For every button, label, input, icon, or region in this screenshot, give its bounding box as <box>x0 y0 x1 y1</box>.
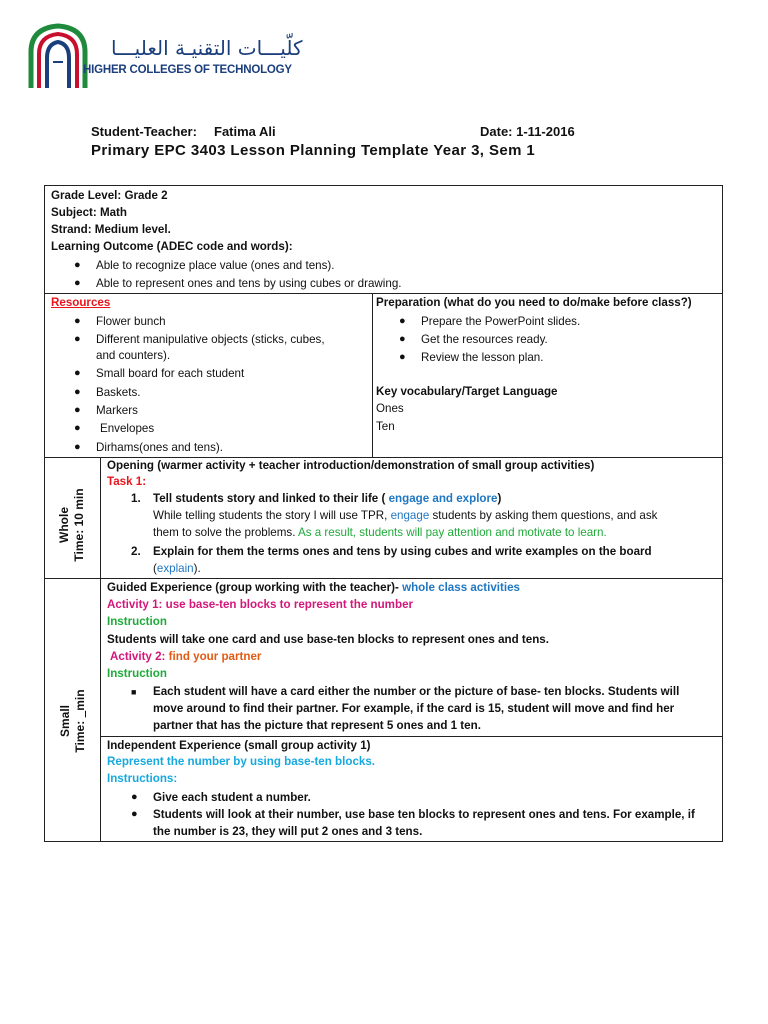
activity-2-title: find your partner <box>168 650 262 663</box>
instruction-text: Students will take one card and use base-ten blocks to represent ones and tens. <box>107 633 549 646</box>
preparation-item: Review the lesson plan. <box>421 351 544 364</box>
activity-2-line: move around to find their partner. For example, if the card is 15, student will move and find her <box>153 702 675 715</box>
activity-1: Activity 1: use base-ten blocks to represent the number <box>107 598 414 611</box>
activity-2-label: Activity 2: <box>110 650 166 663</box>
independent-heading: Independent Experience (small group activity 1) <box>107 739 371 752</box>
outcome-item: Able to represent ones and tens by using cubes or drawing. <box>96 277 402 290</box>
preparation-item: Get the resources ready. <box>421 333 548 346</box>
step-1-line-2 <box>153 507 657 525</box>
resource-item: and counters). <box>96 349 171 362</box>
resource-item: Different manipulative objects (sticks, cubes, <box>96 333 325 346</box>
bullet-icon: ● <box>399 315 406 327</box>
guided-heading-text: Guided Experience (group working with the teacher)- <box>107 581 399 594</box>
small-label: Small <box>58 705 72 738</box>
engage-explore-tag: engage and explore <box>388 492 498 505</box>
step-number: 2. <box>131 545 141 558</box>
resource-item: Flower bunch <box>96 315 166 328</box>
logo-english-text: HIGHER COLLEGES OF TECHNOLOGY <box>83 64 292 76</box>
step-1-line-3-a: them to solve the problems. <box>153 526 296 539</box>
instruction-label: Instruction <box>107 615 167 628</box>
preparation-item: Prepare the PowerPoint slides. <box>421 315 581 328</box>
bullet-icon: ● <box>74 367 81 379</box>
step-1 <box>153 490 501 508</box>
subject: Subject: Math <box>51 206 128 219</box>
instruction-label: Instruction <box>107 667 167 680</box>
lesson-date: Date: 1-11-2016 <box>480 124 575 139</box>
vocabulary-item: Ones <box>376 402 404 415</box>
bullet-icon: ● <box>399 333 406 345</box>
bullet-icon: ● <box>74 333 81 345</box>
engage-tag: engage <box>390 509 430 522</box>
explain-tag: explain <box>156 562 194 575</box>
resource-item: Envelopes <box>100 422 155 435</box>
step-2-text: Explain for them the terms ones and tens by using cubes and write examples on the board <box>153 545 652 558</box>
vocabulary-item: Ten <box>376 420 395 433</box>
resource-item: Markers <box>96 404 138 417</box>
independent-item: Give each student a number. <box>153 791 311 804</box>
logo-arabic-text: كلّيـــات التقنيـة العليـــا <box>111 36 303 60</box>
strand: Strand: Medium level. <box>51 223 171 236</box>
vocabulary-heading: Key vocabulary/Target Language <box>376 385 558 398</box>
step-1-text: Tell students story and linked to their life ( <box>153 492 386 505</box>
bullet-icon: ● <box>131 808 138 820</box>
instructions-label: Instructions: <box>107 772 178 785</box>
resource-item: Small board for each student <box>96 367 245 380</box>
independent-subheading: Represent the number by using base-ten blocks. <box>107 755 376 768</box>
outcome-item: Able to recognize place value (ones and tens). <box>96 259 335 272</box>
page-title: Primary EPC 3403 Lesson Planning Template Year 3, Sem 1 <box>91 142 536 159</box>
preparation-heading: Preparation (what do you need to do/make before class?) <box>376 296 692 309</box>
step-number: 1. <box>131 492 141 505</box>
bullet-icon: ● <box>74 441 81 453</box>
activity-2-line: Each student will have a card either the number or the picture of base- ten blocks. Students will <box>153 685 680 698</box>
resources-heading: Resources <box>51 296 111 309</box>
grade-level: Grade Level: Grade 2 <box>51 189 168 202</box>
hct-emblem-icon <box>27 22 89 90</box>
step-2-line-2 <box>153 560 201 578</box>
bullet-icon: ● <box>74 422 81 434</box>
step-1-line-2-c: students by asking them questions, and ask <box>432 509 658 522</box>
student-teacher-label: Student-Teacher: <box>91 124 197 139</box>
whole-class-tag: whole class activities <box>402 581 520 594</box>
resource-item: Dirhams(ones and tens). <box>96 441 223 454</box>
whole-label: Whole <box>57 507 71 543</box>
independent-item: the number is 23, they will put 2 ones and 3 tens. <box>153 825 423 838</box>
bullet-icon: ● <box>131 791 138 803</box>
divider <box>372 293 373 457</box>
step-1-outcome: As a result, students will pay attention and motivate to learn. <box>298 526 607 539</box>
step-1-close: ) <box>497 492 502 505</box>
step-2-open: ( <box>153 562 157 575</box>
learning-outcome-label: Learning Outcome (ADEC code and words): <box>51 240 293 253</box>
hct-logo <box>27 22 303 92</box>
whole-side-label <box>57 485 87 565</box>
whole-time: Time: 10 min <box>72 488 86 562</box>
student-teacher-name: Fatima Ali <box>214 124 276 139</box>
small-side-label <box>58 671 88 771</box>
bullet-icon: ● <box>74 277 81 289</box>
guided-heading <box>107 579 520 597</box>
bullet-icon: ● <box>74 404 81 416</box>
square-bullet-icon: ■ <box>131 687 137 697</box>
task-label: Task 1: <box>107 475 147 488</box>
independent-item: Students will look at their number, use base ten blocks to represent ones and tens. For example, if <box>153 808 695 821</box>
bullet-icon: ● <box>74 315 81 327</box>
opening-heading: Opening (warmer activity + teacher introduction/demonstration of small group activities) <box>107 459 595 472</box>
bullet-icon: ● <box>74 259 81 271</box>
small-time-label: Time: <box>73 720 87 753</box>
step-1-line-2-a: While telling students the story I will use TPR, <box>153 509 388 522</box>
bullet-icon: ● <box>74 386 81 398</box>
activity-2-line: partner that has the picture that represent 5 ones and 1 ten. <box>153 719 481 732</box>
small-time <box>73 671 88 771</box>
resource-item: Baskets. <box>96 386 141 399</box>
bullet-icon: ● <box>399 351 406 363</box>
step-2-close: ). <box>193 562 201 575</box>
step-1-line-3 <box>153 524 607 542</box>
small-time-unit: min <box>73 689 87 711</box>
activity-2 <box>110 648 261 666</box>
divider <box>100 457 101 842</box>
